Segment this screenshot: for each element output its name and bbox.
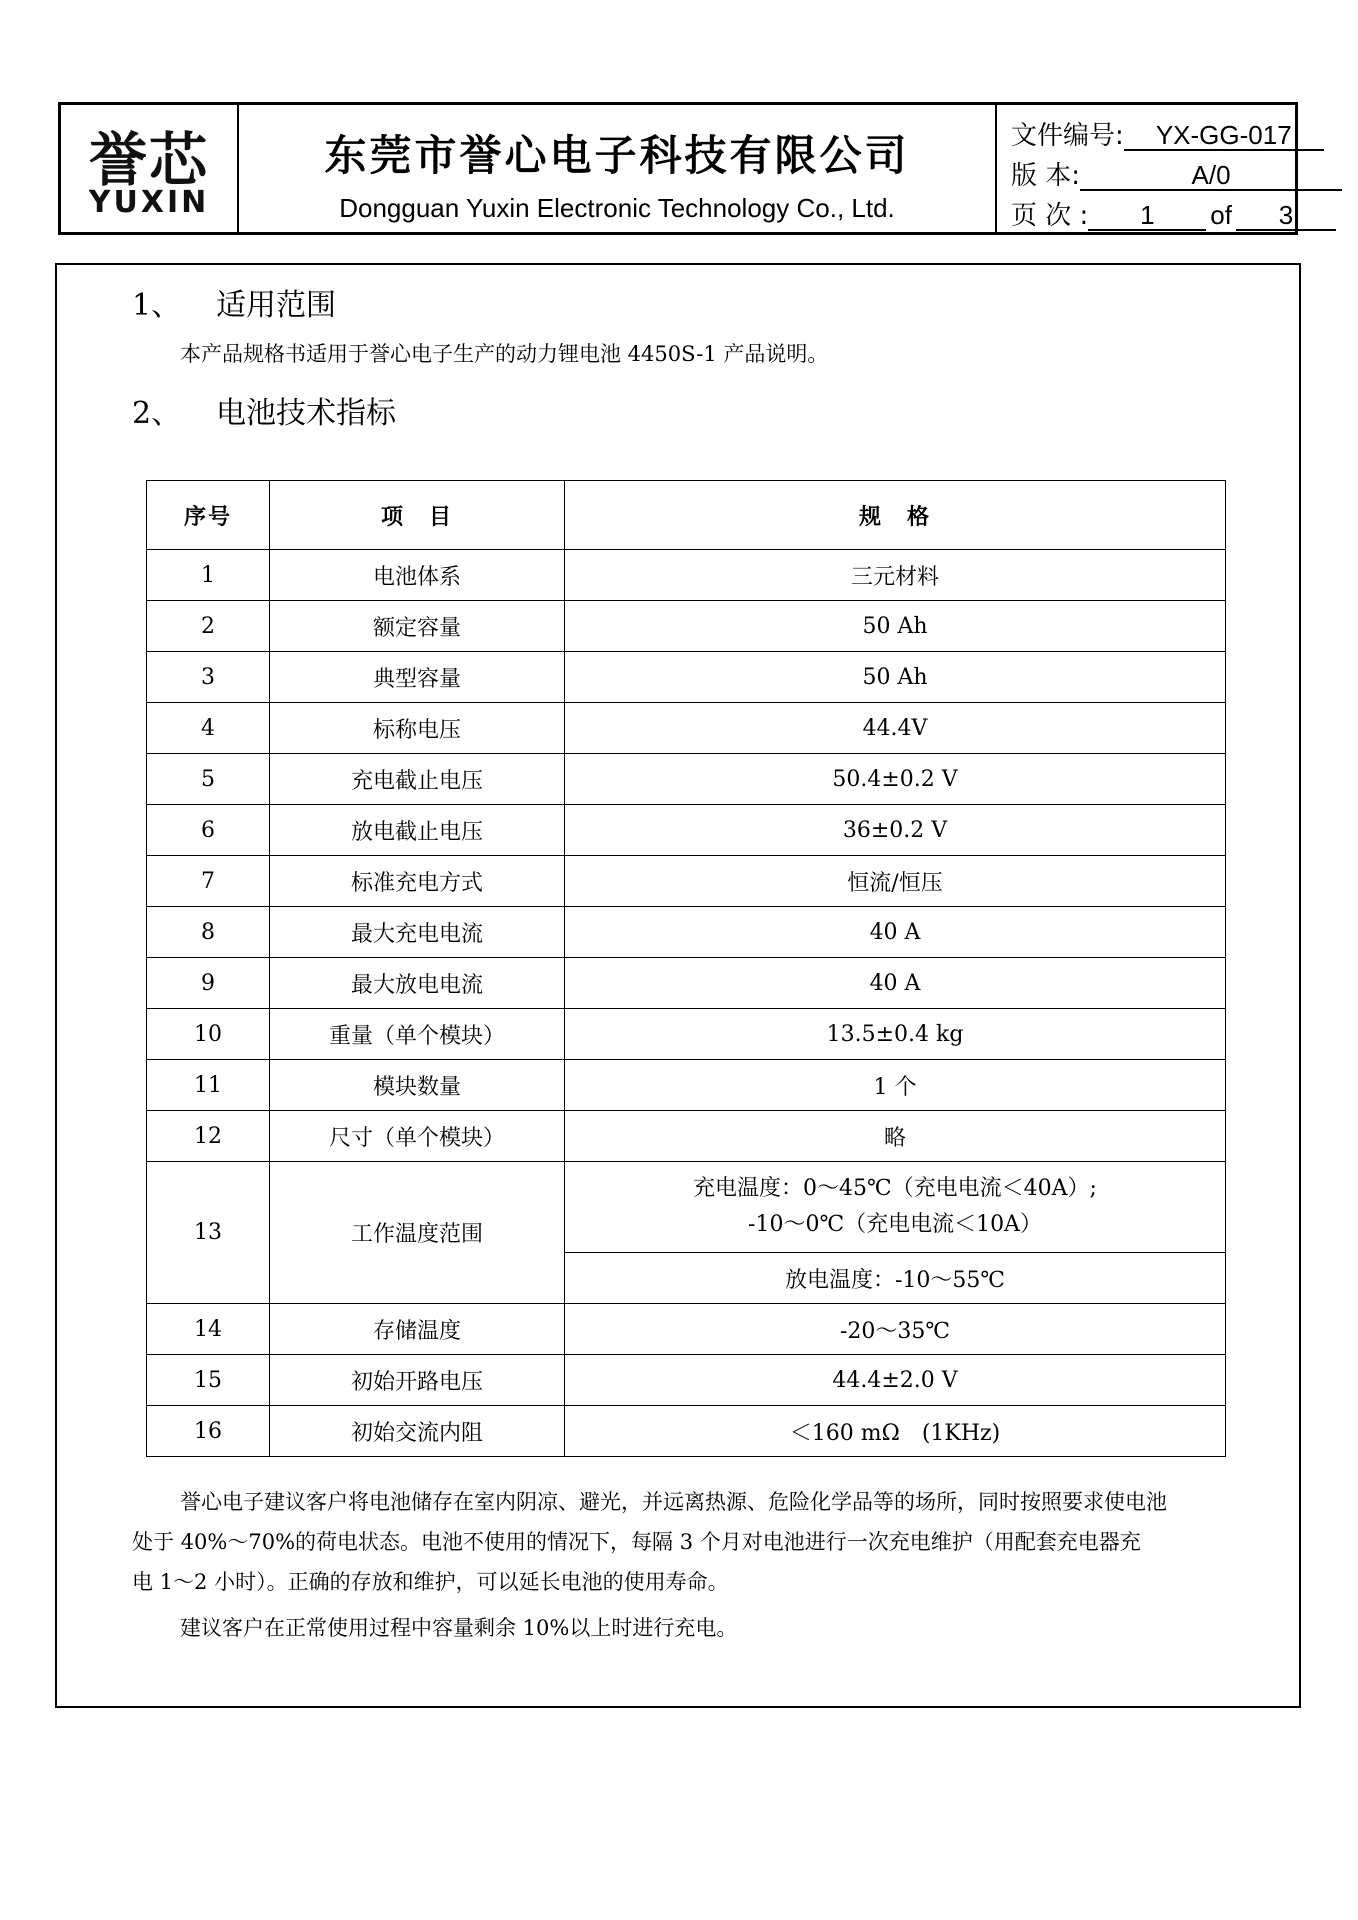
- row-item: 标准充电方式: [270, 856, 565, 907]
- row-no: 13: [147, 1162, 270, 1304]
- row-no: 15: [147, 1355, 270, 1406]
- page-current: 1: [1088, 201, 1206, 231]
- section-1-heading: [132, 280, 336, 324]
- row-no: 12: [147, 1111, 270, 1162]
- row-item: 标称电压: [270, 703, 565, 754]
- doc-number-value: YX-GG-017: [1124, 121, 1324, 151]
- doc-number-row: [1011, 115, 1324, 152]
- row-spec-charge-temp: [565, 1162, 1226, 1253]
- table-row: [147, 1009, 1226, 1060]
- note-line-1: 誉心电子建议客户将电池储存在室内阴凉、避光，并远离热源、危险化学品等的场所，同时按照要求使电池: [180, 1490, 1167, 1514]
- row-spec: 40 A: [565, 958, 1226, 1009]
- version-value: A/0: [1080, 161, 1342, 191]
- row-spec: 50 Ah: [565, 601, 1226, 652]
- table-row: [147, 805, 1226, 856]
- row-item: 充电截止电压: [270, 754, 565, 805]
- row-spec: -20～35℃: [565, 1304, 1226, 1355]
- row-no: 2: [147, 601, 270, 652]
- table-row: [147, 907, 1226, 958]
- company-name-block: [239, 105, 997, 232]
- row-no: 11: [147, 1060, 270, 1111]
- section-1-title: 适用范围: [216, 288, 336, 323]
- page-label: 页 次 :: [1011, 201, 1089, 231]
- row-item: 尺寸（单个模块）: [270, 1111, 565, 1162]
- row-no: 1: [147, 550, 270, 601]
- row-item: 初始交流内阻: [270, 1406, 565, 1457]
- row-spec: 36±0.2 V: [565, 805, 1226, 856]
- table-row: [147, 601, 1226, 652]
- table-row: [147, 1355, 1226, 1406]
- row-no: 6: [147, 805, 270, 856]
- row-spec: 1 个: [565, 1060, 1226, 1111]
- company-logo: [61, 105, 239, 232]
- table-row: [147, 856, 1226, 907]
- row-spec: 50 Ah: [565, 652, 1226, 703]
- row-no: 10: [147, 1009, 270, 1060]
- row-item: 最大放电电流: [270, 958, 565, 1009]
- table-row: [147, 754, 1226, 805]
- table-row: [147, 958, 1226, 1009]
- row-item: 工作温度范围: [270, 1162, 565, 1304]
- header-spec: 规 格: [565, 481, 1226, 550]
- table-row: [147, 550, 1226, 601]
- row-item: 存储温度: [270, 1304, 565, 1355]
- table-row: [147, 1406, 1226, 1457]
- row-item: 重量（单个模块）: [270, 1009, 565, 1060]
- note-paragraph-2: 建议客户在正常使用过程中容量剩余 10%以上时进行充电。: [180, 1616, 738, 1640]
- table-row: [147, 652, 1226, 703]
- row-item: 额定容量: [270, 601, 565, 652]
- row-no: 7: [147, 856, 270, 907]
- charge-temp-line1: 充电温度：0～45℃（充电电流＜40A）;: [693, 1176, 1097, 1201]
- row-spec: 13.5±0.4 kg: [565, 1009, 1226, 1060]
- version-row: [1011, 155, 1342, 192]
- note-line-3: 电 1～2 小时）。正确的存放和维护，可以延长电池的使用寿命。: [132, 1570, 729, 1594]
- table-row: [147, 1162, 1226, 1253]
- table-header-row: [147, 481, 1226, 550]
- row-item: 模块数量: [270, 1060, 565, 1111]
- document-header: [58, 102, 1298, 235]
- section-1-text: 本产品规格书适用于誉心电子生产的动力锂电池 4450S-1 产品说明。: [180, 342, 829, 366]
- page-row: [1011, 195, 1336, 232]
- row-item: 最大充电电流: [270, 907, 565, 958]
- header-no: 序号: [147, 481, 270, 550]
- row-spec: 略: [565, 1111, 1226, 1162]
- row-no: 8: [147, 907, 270, 958]
- row-item: 典型容量: [270, 652, 565, 703]
- header-item: 项 目: [270, 481, 565, 550]
- table-row: [147, 1111, 1226, 1162]
- row-spec: 44.4V: [565, 703, 1226, 754]
- row-item: 初始开路电压: [270, 1355, 565, 1406]
- doc-number-label: 文件编号:: [1011, 121, 1124, 151]
- logo-english: YUXIN: [88, 185, 210, 220]
- row-spec-discharge-temp: 放电温度：-10～55℃: [565, 1253, 1226, 1304]
- row-no: 4: [147, 703, 270, 754]
- note-line-2: 处于 40%～70%的荷电状态。电池不使用的情况下，每隔 3 个月对电池进行一次充电维护（用配套充电器充: [132, 1530, 1141, 1554]
- company-name-cn: 东莞市誉心电子科技有限公司: [324, 131, 910, 180]
- row-spec: 恒流/恒压: [565, 856, 1226, 907]
- logo-chinese: 誉芯: [88, 126, 209, 194]
- row-spec: 50.4±0.2 V: [565, 754, 1226, 805]
- row-no: 16: [147, 1406, 270, 1457]
- spec-table: [146, 480, 1226, 1457]
- section-2-number: 2、: [132, 396, 182, 431]
- row-spec: 40 A: [565, 907, 1226, 958]
- row-no: 14: [147, 1304, 270, 1355]
- section-1-number: 1、: [132, 288, 182, 323]
- section-2-title: 电池技术指标: [216, 396, 396, 431]
- table-row: [147, 703, 1226, 754]
- row-item: 放电截止电压: [270, 805, 565, 856]
- divider-line: [136, 263, 1238, 265]
- row-spec: 44.4±2.0 V: [565, 1355, 1226, 1406]
- table-row: [147, 1060, 1226, 1111]
- row-item: 电池体系: [270, 550, 565, 601]
- row-no: 5: [147, 754, 270, 805]
- page-of: of: [1210, 200, 1232, 230]
- page-total: 3: [1236, 201, 1336, 231]
- section-2-heading: [132, 388, 396, 432]
- row-no: 3: [147, 652, 270, 703]
- row-spec: 三元材料: [565, 550, 1226, 601]
- version-label: 版 本:: [1011, 161, 1081, 191]
- row-no: 9: [147, 958, 270, 1009]
- charge-temp-line2: -10～0℃（充电电流＜10A）: [748, 1212, 1042, 1237]
- table-row: [147, 1304, 1226, 1355]
- company-name-en: Dongguan Yuxin Electronic Technology Co., Ltd.: [339, 193, 895, 223]
- document-info: [997, 105, 1295, 232]
- row-spec: ＜160 mΩ (1KHz): [565, 1406, 1226, 1457]
